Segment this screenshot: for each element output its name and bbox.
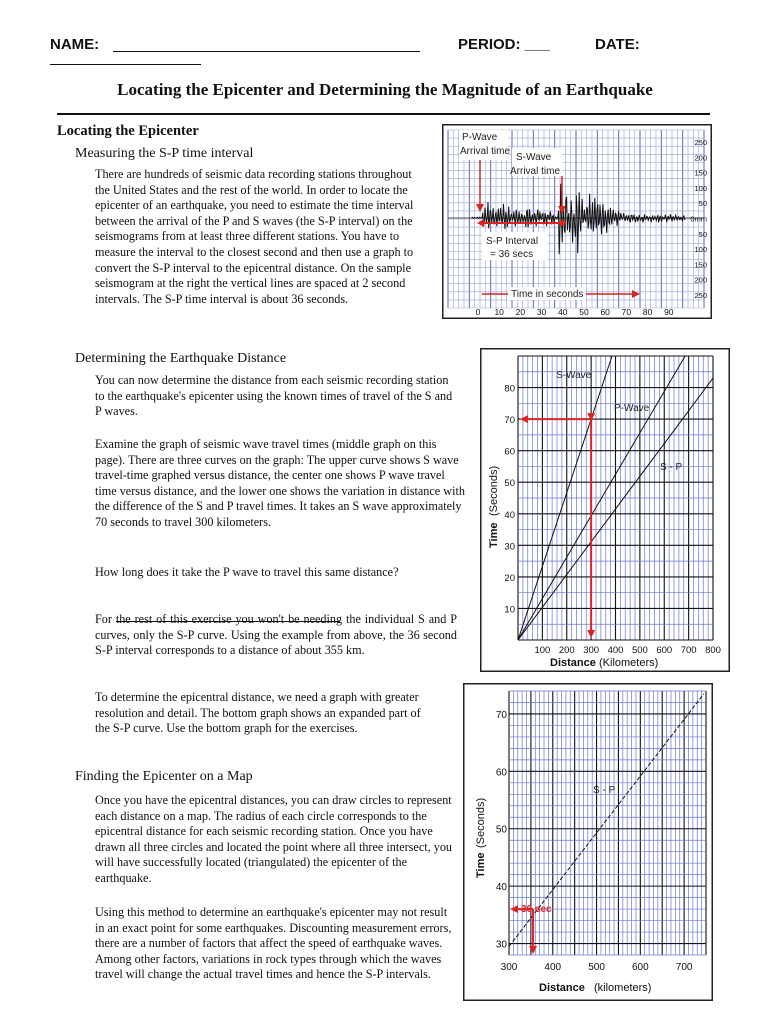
paragraph-distance-1: You can now determine the distance from each seismic recording station to the earthquake's epicenter using the known times of travel of the S and P waves. xyxy=(95,373,453,419)
x-tick-label: 60 xyxy=(600,307,610,317)
paragraph-map-2: Using this method to determine an earthquake's epicenter may not result in an exact point for some earthquakes. Discounting measurement errors, there are a number of factors that affect the speed of earthquake waves. Among other factors, variations in rock types through which the waves travel will change the actual travel times and hence the S-P intervals. xyxy=(95,905,452,982)
y-tick-label: 70 xyxy=(495,709,507,721)
y-tick-label: 70 xyxy=(504,415,515,427)
y-tick-label: 200 xyxy=(694,275,707,285)
x-tick-label: 500 xyxy=(631,645,648,656)
marker-label: 36 sec xyxy=(521,904,552,915)
x-tick-label: 80 xyxy=(642,307,653,317)
y-tick-label: 0mm xyxy=(690,214,707,224)
subheading-distance: Determining the Earthquake Distance xyxy=(75,351,287,366)
y-tick-label: 20 xyxy=(504,572,515,584)
date-line xyxy=(50,64,201,65)
x-tick-label: 500 xyxy=(588,962,605,973)
s-arrival-label: Arrival time xyxy=(510,166,561,177)
x-tick-label: 700 xyxy=(675,962,693,973)
subheading-map: Finding the Epicenter on a Map xyxy=(75,769,253,784)
x-tick-label: 70 xyxy=(621,307,632,317)
y-tick-label: 50 xyxy=(495,824,507,836)
y-tick-label: 50 xyxy=(504,478,515,490)
x-tick-label: 600 xyxy=(656,645,673,656)
period-label: PERIOD: ___ xyxy=(458,36,550,53)
x-axis-title-3: Distance xyxy=(539,982,585,994)
name-label: NAME: xyxy=(50,36,100,53)
y-tick-label: 10 xyxy=(504,604,515,616)
y-tick-label: 150 xyxy=(694,168,707,178)
p-wave-curve-label: P-Wave xyxy=(614,403,650,414)
question-p-wave: How long does it take the P wave to travel this same distance? xyxy=(95,565,399,579)
title-rule xyxy=(57,113,710,115)
date-label: DATE: xyxy=(595,36,640,53)
x-tick-label: 90 xyxy=(664,307,674,317)
time-axis-label: Time in seconds xyxy=(511,289,584,300)
x-axis-unit: (Kilometers) xyxy=(599,657,659,669)
paragraph-sp-interval: There are hundreds of seismic data recording stations throughout the United States and the rest of the world. In order to locate the epicenter of an earthquake, you need to estimate the time interval between the arrival of the P and S waves (the S-P interval) on the seismograms from at least three different stations. You have to measure the interval to the closest second and then use a graph to convert the S-P interval to the epicentral distance. On the sample seismogram at the right the vertical lines are spaced at 2 second intervals. The S-P time interval is about 36 seconds. xyxy=(95,167,414,306)
y-tick-label: 150 xyxy=(694,260,707,270)
y-tick-label: 250 xyxy=(694,291,707,300)
y-axis-unit: (Seconds) xyxy=(488,465,500,516)
x-axis-unit-3: (kilometers) xyxy=(594,982,652,994)
x-tick-label: 300 xyxy=(583,645,600,656)
y-axis-unit-3: (Seconds) xyxy=(475,797,487,848)
y-tick-label: 100 xyxy=(694,245,707,255)
x-tick-label: 600 xyxy=(631,962,649,973)
sp-curve-label: S - P xyxy=(660,462,683,473)
x-tick-label: 700 xyxy=(680,645,697,656)
x-tick-label: 300 xyxy=(500,962,518,973)
x-tick-label: 30 xyxy=(536,307,547,317)
x-tick-label: 800 xyxy=(705,645,721,656)
sp-interval-label: S-P Interval xyxy=(486,236,539,247)
x-tick-label: 50 xyxy=(579,307,589,317)
x-tick-label: 100 xyxy=(534,645,551,656)
y-tick-label: 40 xyxy=(504,509,515,521)
page-title: Locating the Epicenter and Determining the Magnitude of an Earthquake xyxy=(117,80,653,99)
y-tick-label: 60 xyxy=(495,767,507,779)
seismogram-chart xyxy=(442,124,712,319)
y-tick-label: 60 xyxy=(504,446,515,458)
travel-time-chart xyxy=(480,348,730,672)
paragraph-distance-2: Examine the graph of seismic wave travel times (middle graph on this page). There are three curves on the graph: The upper curve shows S wave travel-time graphed versus distance, the center one shows P wave travel time versus distance, and the lower one shows the variation in distance with the difference of the S and P travel times. It takes an S wave approximately 70 seconds to travel 300 kilometers. xyxy=(95,437,465,529)
y-axis-title-3: Time xyxy=(475,852,487,878)
x-tick-label: 400 xyxy=(544,962,562,973)
x-tick-label: 20 xyxy=(515,307,526,317)
y-tick-label: 200 xyxy=(694,153,707,163)
paragraph-distance-4: To determine the epicentral distance, we need a graph with greater resolution and detail. The bottom graph shows an expanded part of the S-P curve. Use the bottom graph for the exercises. xyxy=(95,690,421,736)
y-tick-label: 80 xyxy=(504,383,515,395)
subheading-sp-interval: Measuring the S-P time interval xyxy=(75,146,254,161)
y-tick-label: 30 xyxy=(495,939,507,951)
x-tick-label: 40 xyxy=(558,307,568,317)
x-axis-title: Distance xyxy=(550,657,596,669)
sp-expanded-label: S - P xyxy=(593,785,616,796)
y-tick-label: 30 xyxy=(504,541,515,553)
x-tick-label: 0 xyxy=(475,307,481,317)
y-tick-label: 100 xyxy=(694,183,707,193)
x-tick-label: 10 xyxy=(494,307,504,317)
paragraph-distance-3: For the rest of this exercise you won't be needing the individual S and P curves, only the S-P curve. Using the example from above, the 36 second S-P interval corresponds to a distance of about 355 km. xyxy=(95,612,457,658)
y-axis-title: Time xyxy=(488,522,500,548)
s-wave-label: S-Wave xyxy=(516,152,552,163)
x-tick-label: 400 xyxy=(607,645,624,656)
section-heading: Locating the Epicenter xyxy=(57,123,199,139)
sp-interval-value: = 36 secs xyxy=(490,249,534,260)
p-arrival-label: Arrival time xyxy=(460,146,511,157)
sp-curve-chart xyxy=(463,683,713,1001)
s-wave-curve-label: S-Wave xyxy=(556,370,592,381)
y-tick-label: 50 xyxy=(698,229,707,239)
name-line xyxy=(113,51,420,52)
y-tick-label: 40 xyxy=(495,882,507,894)
paragraph-map-1: Once you have the epicentral distances, you can draw circles to represent each distance on a map. The radius of each circle corresponds to the epicentral distance for each seismic recording station. Once you have drawn all three circles and located the point where all three intersect, you will have successfully located (triangulated) the epicenter of the earthquake. xyxy=(95,793,453,885)
p-wave-label: P-Wave xyxy=(462,132,498,143)
y-tick-label: 250 xyxy=(694,138,707,147)
y-tick-label: 50 xyxy=(698,199,707,209)
x-tick-label: 200 xyxy=(558,645,575,656)
